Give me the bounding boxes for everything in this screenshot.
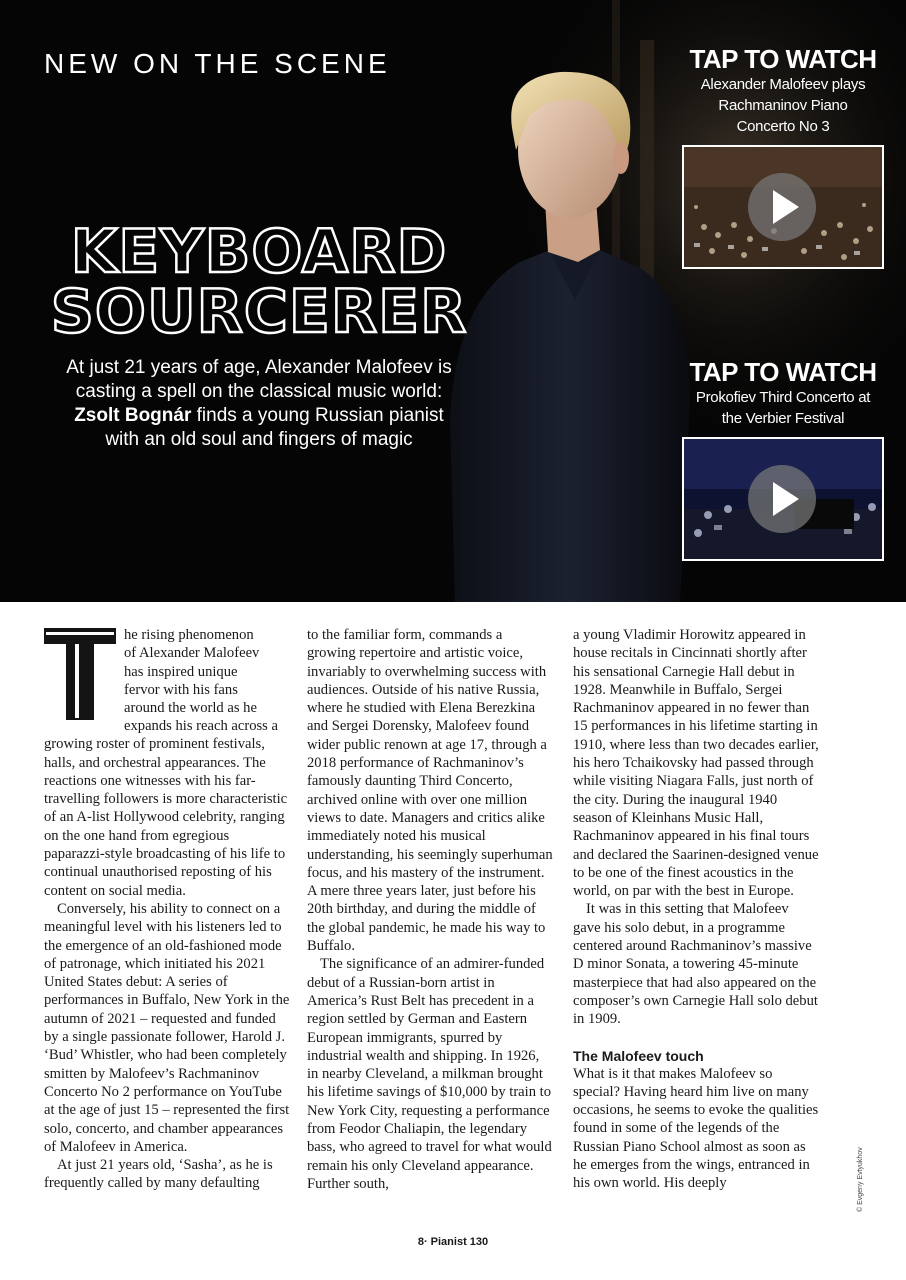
drop-cap-block <box>44 626 290 717</box>
paragraph-line: he rising phenomenon <box>124 627 254 643</box>
article-column-3 <box>573 626 819 1193</box>
section-label: NEW ON THE SCENE <box>44 48 391 79</box>
tap-to-watch-title: TAP TO WATCH <box>689 44 877 74</box>
paragraph-line: of Alexander Malofeev <box>124 645 260 662</box>
video-1-caption-line-3: Concerto No 3 <box>736 118 830 135</box>
video-2-heading <box>680 357 886 429</box>
photo-credit: © Evgeny Evtyukhov <box>857 1147 864 1212</box>
play-icon[interactable] <box>748 465 816 533</box>
standfirst-text-2: finds a young Russian pianist with an old soul and fingers of magic <box>105 405 444 450</box>
article-headline <box>0 217 518 347</box>
article-column-1 <box>44 626 290 1193</box>
standfirst <box>60 356 458 452</box>
hero-banner <box>0 0 906 602</box>
video-2-caption-line-1: Prokofiev Third Concerto at <box>695 389 871 406</box>
page-folio: 8· Pianist 130 <box>417 1236 489 1248</box>
video-1-caption-line-1: Alexander Malofeev plays <box>700 76 866 93</box>
headline-line-2: SOURCERER <box>50 277 468 347</box>
video-1-caption-line-2: Rachmaninov Piano <box>718 97 848 114</box>
subheading: The Malofeev touch <box>573 1047 704 1064</box>
video-1-thumbnail[interactable] <box>682 145 884 269</box>
paragraph: to the familiar form, commands a growing repertoire and artistic voice, invariably to overwhelming success with audiences. Outside of his native Russia, where he studied with Elena Berezkina and Sergei Dorensky, Malofeev found wider public renown at age 17, through a 2018 performance of Rachmaninov’s famously daunting Third Concerto, archived online with over one million views to date. Managers and critics alike immediately noted his musical understanding, his seemingly superhuman focus, and his mastery of the instrument. A mere three years later, just before his 20th birthday, and during the middle of the global pandemic, he made his way to Buffalo. <box>307 627 553 955</box>
paragraph: a young Vladimir Horowitz appeared in house recitals in Cincinnati shortly after his sensational Carnegie Hall debut in 1928. Meanwhile in Buffalo, Sergei Rachmaninov appeared in no fewer than 15 performances in his lifetime starting in 1910, where less than two decades earlier, his hero Tchaikovsky had passed through while visiting Niagara Falls, just north of the city. During the inaugural 1940 season of Kleinhans Music Hall, Rachmaninov appeared in his final tours and declared the Saarinen-designed venue to be one of the finest acoustics in the world, on par with the best in Europe. <box>573 627 819 900</box>
paragraph: What is it that makes Malofeev so special? Having heard him live on many occasions, he seems to evoke the qualities found in some of the legends of the Russian Piano School almost as soon as he emerges from the wings, entranced in his own world. His deeply <box>573 1065 819 1192</box>
headline-line-1: KEYBOARD <box>70 217 448 287</box>
tap-to-watch-title: TAP TO WATCH <box>689 357 877 387</box>
author-name: Zsolt Bognár <box>74 405 192 426</box>
article-column-2 <box>307 626 553 1193</box>
video-2-caption-line-2: the Verbier Festival <box>721 410 845 427</box>
drop-cap <box>44 628 116 720</box>
paragraph: Conversely, his ability to connect on a meaningful level with his listeners led to the emergence of an old-fashioned mode of patronage, which initiated his 2021 United States debut: A series of performances in Buffalo, New York in the autumn of 2021 – requested and funded by a single passionate follower, Harold J. ‘Bud’ Whistler, who had been completely smitten by Malofeev’s Rachmaninov Concerto No 2 performance on YouTube at the age of just 15 – represented the first solo, concerto, and chamber appearances of Malofeev in America. <box>44 900 290 1155</box>
video-2-thumbnail[interactable] <box>682 437 884 561</box>
paragraph: expands his reach across a growing roster of prominent festivals, halls, and orchestral appearances. The reactions one witnesses with his far-travelling followers is more characteristic of an A-list Hollywood celebrity, ranging on the one hand from egregious paparazzi-style broadcasting of his life to continual unauthorised reposting of his content on social media. <box>44 718 288 899</box>
paragraph-line: fervor with his fans <box>124 681 238 698</box>
paragraph-line: around the world as he <box>124 700 257 717</box>
video-1-heading <box>680 44 886 137</box>
paragraph-line: has inspired unique <box>124 663 238 680</box>
play-icon[interactable] <box>748 173 816 241</box>
paragraph: It was in this setting that Malofeev gave his solo debut, in a programme centered around Rachmaninov’s massive D minor Sonata, a towering 45-minute masterpiece that had also appeared on the composer’s own Carnegie Hall solo debut in 1909. <box>573 901 818 1028</box>
drop-cap-letter-t <box>44 628 116 720</box>
paragraph: The significance of an admirer-funded debut of a Russian-born artist in America’s Rust Belt has precedent in a region settled by German and Eastern European immigrants, spurred by industrial wealth and shipping. In 1926, in nearby Cleveland, a milkman brought his lifetime savings of $10,000 by train to New York City, requesting a performance from Feodor Chaliapin, the legendary bass, who agreed to travel for what would remain his only Cleveland appearance. Further south, <box>307 956 552 1192</box>
paragraph: At just 21 years old, ‘Sasha’, as he is frequently called by many defaulting <box>44 1157 273 1192</box>
standfirst-text-1: At just 21 years of age, Alexander Malofeev is casting a spell on the classical music world: <box>66 357 452 402</box>
